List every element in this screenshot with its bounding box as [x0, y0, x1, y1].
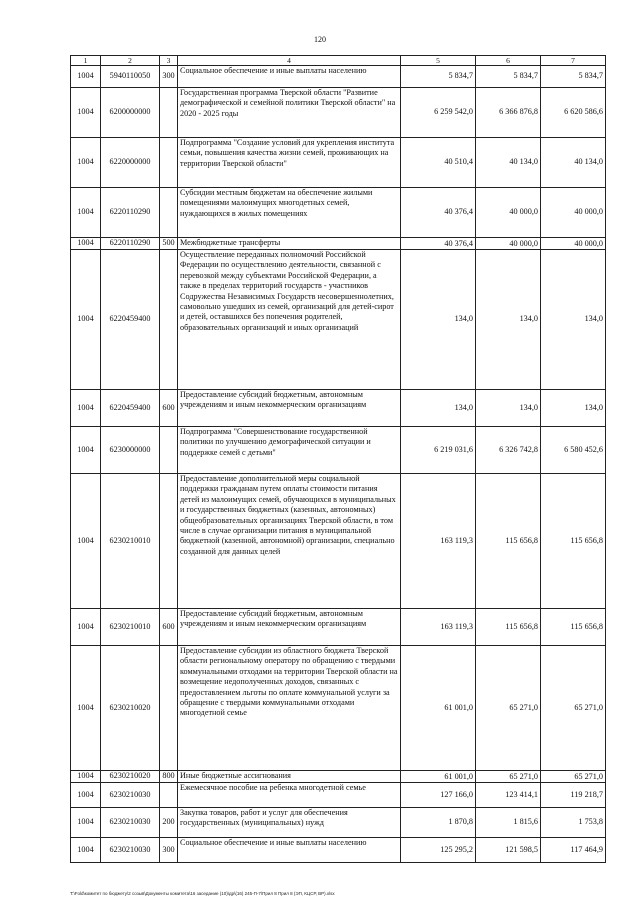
table-row — [71, 427, 606, 474]
expense-type-code: 500 — [160, 238, 178, 250]
amount-col6: 40 000,0 — [476, 188, 541, 238]
amount-col7: 40 134,0 — [541, 138, 606, 188]
target-article-code: 6220000000 — [101, 138, 160, 188]
row-name: Ежемесячное пособие на ребенка многодетной семье — [178, 783, 401, 808]
amount-col5: 40 510,4 — [401, 138, 476, 188]
expense-type-code — [160, 474, 178, 609]
table-row — [71, 646, 606, 771]
table-row — [71, 238, 606, 250]
row-name: Иные бюджетные ассигнования — [178, 771, 401, 783]
section-code: 1004 — [71, 138, 101, 188]
amount-col7: 6 580 452,6 — [541, 427, 606, 474]
expense-type-code: 600 — [160, 390, 178, 427]
amount-col5: 1 870,8 — [401, 808, 476, 838]
row-name: Закупка товаров, работ и услуг для обеспечения государственных (муниципальных) нужд — [178, 808, 401, 838]
col-header-4: 4 — [178, 56, 401, 66]
amount-col6: 134,0 — [476, 250, 541, 390]
table-row — [71, 474, 606, 609]
row-name: Подпрограмма "Создание условий для укрепления института семьи, повышения качества жизни семей, проживающих на территории Тверской области" — [178, 138, 401, 188]
col-header-7: 7 — [541, 56, 606, 66]
amount-col7: 40 000,0 — [541, 188, 606, 238]
expense-type-code: 300 — [160, 66, 178, 88]
amount-col5: 134,0 — [401, 390, 476, 427]
table-row — [71, 88, 606, 138]
target-article-code: 6220110290 — [101, 188, 160, 238]
row-name: Государственная программа Тверской области "Развитие демографической и семейной политики Тверской области" на 2020 - 2025 годы — [178, 88, 401, 138]
table-row — [71, 783, 606, 808]
target-article-code: 6230210030 — [101, 783, 160, 808]
col-header-3: 3 — [160, 56, 178, 66]
amount-col7: 1 753,8 — [541, 808, 606, 838]
target-article-code: 6230210010 — [101, 474, 160, 609]
section-code: 1004 — [71, 646, 101, 771]
amount-col7: 6 620 586,6 — [541, 88, 606, 138]
section-code: 1004 — [71, 390, 101, 427]
table-row — [71, 188, 606, 238]
amount-col7: 65 271,0 — [541, 771, 606, 783]
amount-col6: 65 271,0 — [476, 646, 541, 771]
amount-col6: 123 414,1 — [476, 783, 541, 808]
row-name: Подпрограмма "Совершенствование государственной политики по улучшению демографической ситуации и поддержке семей с детьми" — [178, 427, 401, 474]
amount-col6: 134,0 — [476, 390, 541, 427]
expense-type-code: 600 — [160, 609, 178, 646]
target-article-code: 6220459400 — [101, 390, 160, 427]
table-row — [71, 138, 606, 188]
amount-col6: 121 598,5 — [476, 838, 541, 863]
table-row — [71, 838, 606, 863]
file-path-footer: T:\Fold\комитет по бюджету\2 созыв\Документы комитета\16 заседание (10)\др\(16) 245-П-7\Прил 8 Прил 8 (ЭП, КЦСР, ВР).xlsx — [70, 891, 335, 896]
row-name: Социальное обеспечение и иные выплаты населению — [178, 66, 401, 88]
amount-col7: 65 271,0 — [541, 646, 606, 771]
amount-col7: 117 464,9 — [541, 838, 606, 863]
amount-col6: 1 815,6 — [476, 808, 541, 838]
amount-col7: 134,0 — [541, 390, 606, 427]
column-number-row — [71, 56, 606, 66]
amount-col5: 6 259 542,0 — [401, 88, 476, 138]
amount-col5: 163 119,3 — [401, 609, 476, 646]
section-code: 1004 — [71, 427, 101, 474]
section-code: 1004 — [71, 771, 101, 783]
target-article-code: 6230000000 — [101, 427, 160, 474]
row-name: Предоставление субсидии из областного бюджета Тверской области региональному оператору по обращению с твердыми коммунальными отходами на территории Тверской области на возмещение недополученных доходов, связанных с предоставлением льготы по оплате коммунальной услуги за обращение с твердыми коммунальными отходами многодетной семье — [178, 646, 401, 771]
amount-col7: 40 000,0 — [541, 238, 606, 250]
row-name: Межбюджетные трансферты — [178, 238, 401, 250]
col-header-5: 5 — [401, 56, 476, 66]
amount-col7: 134,0 — [541, 250, 606, 390]
amount-col6: 5 834,7 — [476, 66, 541, 88]
section-code: 1004 — [71, 838, 101, 863]
amount-col5: 127 166,0 — [401, 783, 476, 808]
section-code: 1004 — [71, 66, 101, 88]
amount-col6: 40 000,0 — [476, 238, 541, 250]
amount-col6: 115 656,8 — [476, 609, 541, 646]
table-row — [71, 609, 606, 646]
amount-col7: 5 834,7 — [541, 66, 606, 88]
row-name: Социальное обеспечение и иные выплаты населению — [178, 838, 401, 863]
amount-col5: 40 376,4 — [401, 238, 476, 250]
table-row — [71, 66, 606, 88]
amount-col7: 115 656,8 — [541, 609, 606, 646]
table-row — [71, 808, 606, 838]
amount-col5: 163 119,3 — [401, 474, 476, 609]
expense-type-code — [160, 646, 178, 771]
section-code: 1004 — [71, 250, 101, 390]
section-code: 1004 — [71, 808, 101, 838]
col-header-1: 1 — [71, 56, 101, 66]
col-header-6: 6 — [476, 56, 541, 66]
section-code: 1004 — [71, 474, 101, 609]
target-article-code: 6220110290 — [101, 238, 160, 250]
target-article-code: 6230210010 — [101, 609, 160, 646]
amount-col5: 61 001,0 — [401, 771, 476, 783]
expense-type-code: 200 — [160, 808, 178, 838]
section-code: 1004 — [71, 188, 101, 238]
expense-type-code — [160, 188, 178, 238]
row-name: Предоставление субсидий бюджетным, автономным учреждениям и иным некоммерческим организациям — [178, 390, 401, 427]
expense-type-code — [160, 783, 178, 808]
page-number: 120 — [314, 35, 326, 44]
amount-col7: 119 218,7 — [541, 783, 606, 808]
amount-col5: 6 219 031,6 — [401, 427, 476, 474]
expense-type-code: 300 — [160, 838, 178, 863]
target-article-code: 6220459400 — [101, 250, 160, 390]
section-code: 1004 — [71, 238, 101, 250]
amount-col7: 115 656,8 — [541, 474, 606, 609]
section-code: 1004 — [71, 88, 101, 138]
target-article-code: 6230210020 — [101, 646, 160, 771]
amount-col6: 40 134,0 — [476, 138, 541, 188]
col-header-2: 2 — [101, 56, 160, 66]
row-name: Предоставление субсидий бюджетным, автономным учреждениям и иным некоммерческим организациям — [178, 609, 401, 646]
amount-col5: 125 295,2 — [401, 838, 476, 863]
expense-type-code — [160, 250, 178, 390]
target-article-code: 6200000000 — [101, 88, 160, 138]
target-article-code: 6230210020 — [101, 771, 160, 783]
expense-type-code: 800 — [160, 771, 178, 783]
target-article-code: 5940110050 — [101, 66, 160, 88]
amount-col6: 6 326 742,8 — [476, 427, 541, 474]
table-row — [71, 390, 606, 427]
amount-col6: 6 366 876,8 — [476, 88, 541, 138]
amount-col6: 65 271,0 — [476, 771, 541, 783]
budget-table — [70, 55, 606, 863]
section-code: 1004 — [71, 783, 101, 808]
amount-col6: 115 656,8 — [476, 474, 541, 609]
amount-col5: 61 001,0 — [401, 646, 476, 771]
expense-type-code — [160, 138, 178, 188]
amount-col5: 40 376,4 — [401, 188, 476, 238]
amount-col5: 5 834,7 — [401, 66, 476, 88]
section-code: 1004 — [71, 609, 101, 646]
target-article-code: 6230210030 — [101, 838, 160, 863]
row-name: Субсидии местным бюджетам на обеспечение жилыми помещениями малоимущих многодетных семей, нуждающихся в жилых помещениях — [178, 188, 401, 238]
table-row — [71, 771, 606, 783]
table-row — [71, 250, 606, 390]
row-name: Осуществление переданных полномочий Российской Федерации по осуществлению деятельности, связанной с перевозкой между субъектами Российской Федерации, а также в пределах территорий государств - участников Содружества Независимых Государств несовершеннолетних, самовольно ушедших из семей, организаций для детей-сирот и детей, оставшихся без попечения родителей, образовательных организаций и иных организаций — [178, 250, 401, 390]
row-name: Предоставление дополнительной меры социальной поддержки гражданам путем оплаты стоимости питания детей из малоимущих семей, обучающихся в муниципальных и государственных бюджетных (казенных, автономных) общеобразовательных организациях Тверской области, в том числе в случае организации питания в муниципальной бюджетной (казенной, автономной) организации, специально созданной для данных целей — [178, 474, 401, 609]
expense-type-code — [160, 88, 178, 138]
target-article-code: 6230210030 — [101, 808, 160, 838]
expense-type-code — [160, 427, 178, 474]
amount-col5: 134,0 — [401, 250, 476, 390]
